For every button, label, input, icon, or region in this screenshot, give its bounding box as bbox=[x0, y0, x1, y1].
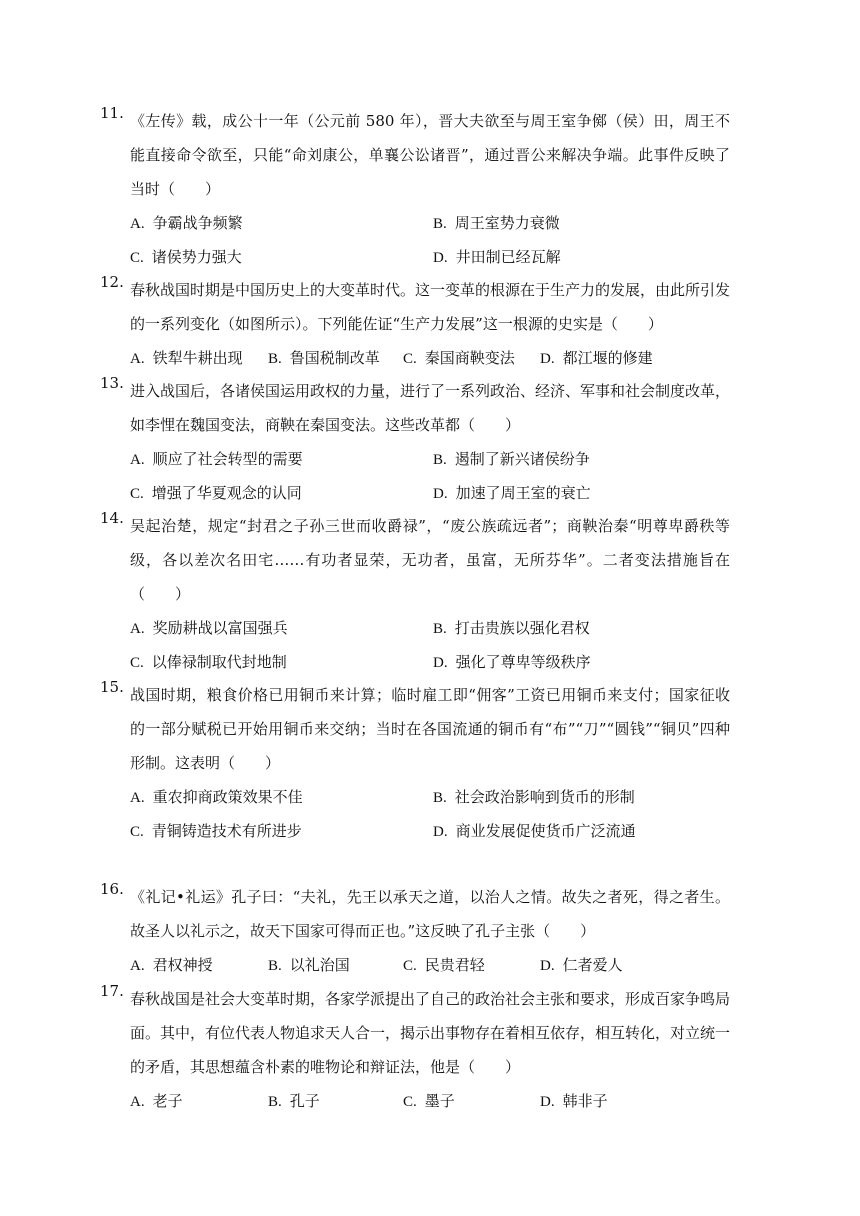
option-d: D. 强化了尊卑等级秩序 bbox=[433, 653, 591, 671]
options-row bbox=[130, 645, 730, 679]
options-row bbox=[130, 442, 730, 476]
option-b: B. 周王室势力衰微 bbox=[433, 214, 560, 232]
options-row bbox=[130, 476, 730, 510]
option-d: D. 都江堰的修建 bbox=[540, 349, 653, 367]
option-b: B. 打击贵族以强化君权 bbox=[433, 619, 590, 637]
options-row bbox=[130, 611, 730, 645]
options-row bbox=[130, 780, 730, 814]
option-c: C. 青铜铸造技术有所进步 bbox=[130, 822, 302, 840]
option-d: D. 商业发展促使货币广泛流通 bbox=[433, 822, 636, 840]
question-stem: 春秋战国时期是中国历史上的大变革时代。这一变革的根源在于生产力的发展，由此所引发的一系列变化（如图所示）。下列能佐证“生产力发展”这一根源的史实是（ ） bbox=[130, 281, 731, 333]
question-number: 16. bbox=[100, 880, 124, 898]
question-stem: 《左传》载，成公十一年（公元前 580 年），晋大夫欲至与周王室争鄇（侯）田，周王不能直接命令欲至，只能“命刘康公，单襄公讼诸晋”，通过晋公来解决争端。此事件反映了当时（ ） bbox=[130, 112, 730, 198]
question-stem: 进入战国后，各诸侯国运用政权的力量，进行了一系列政治、经济、军事和社会制度改革，如李悝在魏国变法，商鞅在秦国变法。这些改革都（ ） bbox=[130, 382, 731, 434]
question-number: 14. bbox=[100, 509, 124, 527]
question-number: 12. bbox=[100, 273, 124, 291]
question-11 bbox=[100, 104, 730, 274]
question-12 bbox=[100, 273, 731, 375]
option-b: B. 鲁国税制改革 bbox=[268, 349, 380, 367]
option-c: C. 诸侯势力强大 bbox=[130, 248, 242, 266]
options-row bbox=[130, 814, 730, 848]
option-b: B. 以礼治国 bbox=[268, 956, 350, 974]
question-number: 11. bbox=[100, 104, 124, 122]
question-13 bbox=[100, 374, 731, 510]
option-d: D. 仁者爱人 bbox=[540, 956, 623, 974]
option-a: A. 争霸战争频繁 bbox=[130, 214, 243, 232]
options-row bbox=[130, 206, 730, 240]
question-16 bbox=[100, 880, 730, 982]
question-stem: 《礼记•礼运》孔子曰：“夫礼，先王以承天之道，以治人之情。故失之者死，得之者生。故圣人以礼示之，故天下国家可得而正也。”这反映了孔子主张（ ） bbox=[130, 888, 730, 940]
option-c: C. 民贵君轻 bbox=[403, 956, 485, 974]
question-14 bbox=[100, 509, 730, 679]
option-d: D. 井田制已经瓦解 bbox=[433, 248, 561, 266]
question-stem: 吴起治楚，规定“封君之子孙三世而收爵禄”，“废公族疏远者”；商鞅治秦“明尊卑爵秩等级，各以差次名田宅……有功者显荣，无功者，虽富，无所芬华”。二者变法措施旨在（ ） bbox=[130, 517, 730, 603]
options-row bbox=[130, 1084, 730, 1118]
option-a: A. 铁犁牛耕出现 bbox=[130, 349, 243, 367]
question-17 bbox=[100, 982, 731, 1118]
option-a: A. 顺应了社会转型的需要 bbox=[130, 450, 303, 468]
options-row bbox=[130, 240, 730, 274]
question-stem: 春秋战国是社会大变革时期，各家学派提出了自己的政治社会主张和要求，形成百家争鸣局面。其中，有位代表人物追求天人合一，揭示出事物存在着相互依存，相互转化，对立统一的矛盾，其思想蕴含朴素的唯物论和辩证法，他是（ ） bbox=[130, 990, 731, 1076]
question-number: 15. bbox=[100, 678, 124, 696]
option-d: D. 加速了周王室的衰亡 bbox=[433, 484, 591, 502]
options-row bbox=[130, 948, 730, 982]
option-c: C. 增强了华夏观念的认同 bbox=[130, 484, 302, 502]
option-d: D. 韩非子 bbox=[540, 1092, 608, 1110]
option-b: B. 社会政治影响到货币的形制 bbox=[433, 788, 635, 806]
option-a: A. 重农抑商政策效果不佳 bbox=[130, 788, 303, 806]
question-15 bbox=[100, 678, 730, 848]
option-c: C. 以俸禄制取代封地制 bbox=[130, 653, 287, 671]
option-c: C. 墨子 bbox=[403, 1092, 455, 1110]
option-b: B. 孔子 bbox=[268, 1092, 320, 1110]
option-c: C. 秦国商鞅变法 bbox=[403, 349, 515, 367]
options-row bbox=[130, 341, 730, 375]
question-stem: 战国时期，粮食价格已用铜币来计算；临时雇工即“佣客”工资已用铜币来支付；国家征收的一部分赋税已开始用铜币来交纳；当时在各国流通的铜币有“布”“刀”“圆钱”“铜贝”四种形制。这表明（ ） bbox=[130, 686, 730, 772]
option-a: A. 老子 bbox=[130, 1092, 183, 1110]
question-number: 17. bbox=[100, 982, 124, 1000]
option-b: B. 遏制了新兴诸侯纷争 bbox=[433, 450, 590, 468]
option-a: A. 君权神授 bbox=[130, 956, 213, 974]
question-number: 13. bbox=[100, 374, 124, 392]
option-a: A. 奖励耕战以富国强兵 bbox=[130, 619, 288, 637]
